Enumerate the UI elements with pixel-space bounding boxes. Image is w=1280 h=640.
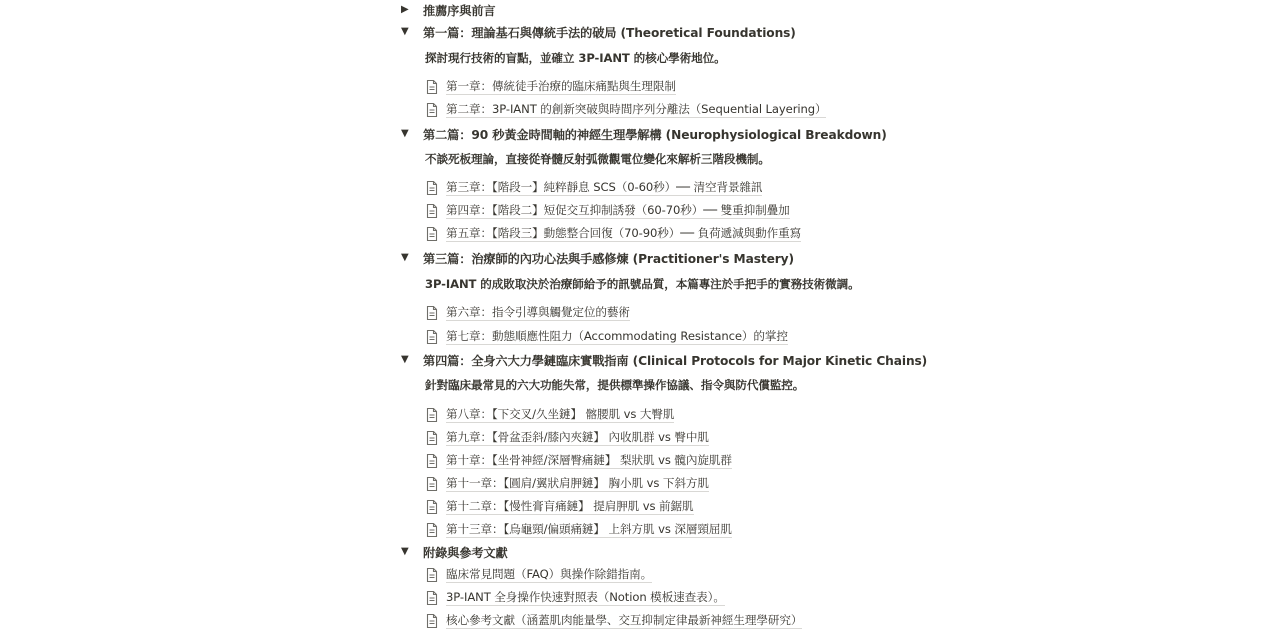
page-icon bbox=[425, 590, 439, 606]
page-title: 第十一章：【圓肩/翼狀肩胛鏈】 胸小肌 vs 下斜方肌 bbox=[446, 476, 709, 490]
page-icon bbox=[425, 102, 439, 118]
page-icon bbox=[425, 453, 439, 469]
toggle-appendix[interactable] bbox=[401, 542, 508, 562]
page-title: 臨床常見問題（FAQ）與操作除錯指南。 bbox=[446, 567, 653, 581]
toggle-part-2[interactable] bbox=[401, 124, 887, 144]
page-link[interactable] bbox=[425, 224, 801, 244]
page-icon bbox=[425, 430, 439, 446]
page-title: 第四章：【階段二】短促交互抑制誘發（60-70秒）── 雙重抑制疊加 bbox=[446, 203, 790, 217]
page-icon bbox=[425, 79, 439, 95]
page-title: 第三章：【階段一】純粹靜息 SCS（0-60秒）── 清空背景雜訊 bbox=[446, 180, 763, 194]
page-icon bbox=[425, 407, 439, 423]
page-link[interactable] bbox=[425, 451, 732, 471]
page-link[interactable] bbox=[425, 474, 709, 494]
page-link[interactable] bbox=[425, 428, 709, 448]
expanded-arrow-icon[interactable]: ▼ bbox=[401, 354, 409, 365]
page-link[interactable] bbox=[425, 520, 732, 540]
page-icon bbox=[425, 522, 439, 538]
page-link[interactable] bbox=[425, 588, 725, 608]
toggle-title: 第一篇：理論基石與傳統手法的破局 (Theoretical Foundations) bbox=[423, 25, 796, 40]
expanded-arrow-icon[interactable]: ▼ bbox=[401, 26, 409, 37]
toggle-title: 推薦序與前言 bbox=[423, 3, 496, 18]
page-icon bbox=[425, 203, 439, 219]
page-title: 第十章：【坐骨神經/深層臀痛鏈】 梨狀肌 vs 髖內旋肌群 bbox=[446, 453, 732, 467]
toggle-part-4[interactable] bbox=[401, 350, 927, 370]
page-link[interactable] bbox=[425, 497, 694, 517]
page-link[interactable] bbox=[425, 100, 826, 120]
page-link[interactable] bbox=[425, 303, 630, 323]
page-title: 第十二章：【慢性膏肓痛鏈】 提肩胛肌 vs 前鋸肌 bbox=[446, 499, 694, 513]
page-link[interactable] bbox=[425, 405, 674, 425]
section-description: 針對臨床最常見的六大功能失常，提供標準操作協議、指令與防代償監控。 bbox=[425, 378, 805, 392]
page-link[interactable] bbox=[425, 611, 802, 631]
page-title: 第一章：傳統徒手治療的臨床痛點與生理限制 bbox=[446, 79, 676, 93]
page-title: 第十三章：【烏龜頸/偏頭痛鏈】 上斜方肌 vs 深層頸屈肌 bbox=[446, 522, 732, 536]
section-description: 探討現行技術的盲點，並確立 3P-IANT 的核心學術地位。 bbox=[425, 51, 726, 65]
page-title: 第二章：3P-IANT 的創新突破與時間序列分離法（Sequential Layering） bbox=[446, 102, 827, 116]
toggle-title: 附錄與參考文獻 bbox=[423, 545, 508, 560]
page-title: 第六章：指令引導與觸覺定位的藝術 bbox=[446, 305, 630, 319]
toggle-part-3[interactable] bbox=[401, 248, 794, 268]
page-icon bbox=[425, 476, 439, 492]
expanded-arrow-icon[interactable]: ▼ bbox=[401, 546, 409, 557]
page-link[interactable] bbox=[425, 565, 652, 585]
page-title: 3P-IANT 全身操作快速對照表（Notion 模板速查表）。 bbox=[446, 590, 725, 604]
toggle-title: 第四篇：全身六大力學鏈臨床實戰指南 (Clinical Protocols for Major Kinetic Chains) bbox=[423, 353, 928, 368]
page-title: 第七章：動態順應性阻力（Accommodating Resistance）的掌控 bbox=[446, 329, 788, 343]
toggle-title: 第二篇：90 秒黃金時間軸的神經生理學解構 (Neurophysiological Breakdown) bbox=[423, 127, 887, 142]
page-icon bbox=[425, 226, 439, 242]
page-link[interactable] bbox=[425, 178, 762, 198]
toggle-title: 第三篇：治療師的內功心法與手感修煉 (Practitioner's Mastery) bbox=[423, 251, 794, 266]
page-icon bbox=[425, 499, 439, 515]
section-description: 不談死板理論，直接從脊髓反射弧微觀電位變化來解析三階段機制。 bbox=[425, 152, 770, 166]
page-title: 第五章：【階段三】動態整合回復（70-90秒）── 負荷遞減與動作重寫 bbox=[446, 226, 802, 240]
page-icon bbox=[425, 567, 439, 583]
expanded-arrow-icon[interactable]: ▼ bbox=[401, 252, 409, 263]
page-icon bbox=[425, 613, 439, 629]
page-title: 核心參考文獻（涵蓋肌肉能量學、交互抑制定律最新神經生理學研究） bbox=[446, 613, 803, 627]
page-link[interactable] bbox=[425, 201, 790, 221]
page-icon bbox=[425, 180, 439, 196]
expanded-arrow-icon[interactable]: ▼ bbox=[401, 128, 409, 139]
section-description: 3P-IANT 的成敗取決於治療師給予的訊號品質，本篇專注於手把手的實務技術微調。 bbox=[425, 277, 860, 291]
page-icon bbox=[425, 305, 439, 321]
toggle-part-1[interactable] bbox=[401, 22, 796, 42]
page-icon bbox=[425, 329, 439, 345]
page-link[interactable] bbox=[425, 77, 676, 97]
page-link[interactable] bbox=[425, 327, 788, 347]
collapsed-arrow-icon[interactable]: ▶ bbox=[401, 4, 409, 15]
page-title: 第九章：【骨盆歪斜/膝內夾鏈】 內收肌群 vs 臀中肌 bbox=[446, 430, 709, 444]
toggle-preface[interactable] bbox=[401, 0, 496, 20]
page-title: 第八章：【下交叉/久坐鏈】 髂腰肌 vs 大臀肌 bbox=[446, 407, 675, 421]
